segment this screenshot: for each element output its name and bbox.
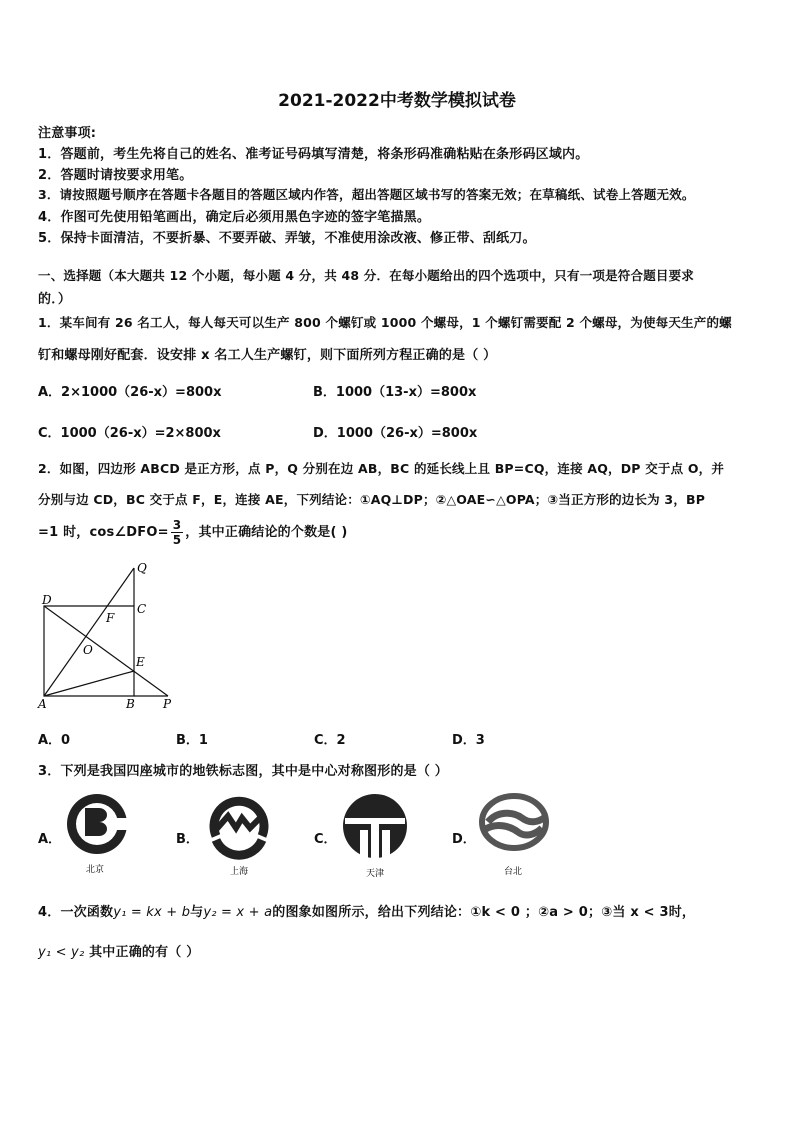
q2-option-d: D．3 bbox=[452, 733, 485, 748]
question-3-text: 3．下列是我国四座城市的地铁标志图，其中是中心对称图形的是（ ） bbox=[38, 764, 448, 779]
q4-line1-pre: 4．一次函数 bbox=[38, 905, 114, 920]
equation-y1: y₁ = kx + b bbox=[113, 905, 191, 920]
q2-option-b: B．1 bbox=[176, 733, 208, 748]
shanghai-metro-logo bbox=[202, 788, 277, 878]
notice-item: 2．答题时请按要求用笔。 bbox=[38, 168, 193, 183]
label-e: E bbox=[136, 655, 145, 669]
label-p: P bbox=[163, 697, 172, 710]
taipei-metro-logo bbox=[474, 788, 554, 878]
question-2-text-cont: 分别与边 CD，BC 交于点 F，E，连接 AE，下列结论：①AQ⊥DP；②△OAE∽△OPA；③当正方形的边长为 3，BP bbox=[38, 492, 706, 507]
label-d: D bbox=[42, 593, 52, 607]
q4-line2-post: 其中正确的有（ ） bbox=[89, 945, 200, 960]
square-figure bbox=[30, 560, 210, 710]
notice-item: 1．答题前，考生先将自己的姓名、准考证号码填写清楚，将条形码准确粘贴在条形码区域内。 bbox=[38, 147, 589, 162]
notice-heading: 注意事项: bbox=[38, 126, 97, 141]
label-o: O bbox=[83, 643, 93, 657]
question-1-text-cont: 钉和螺母刚好配套．设安排 x 名工人生产螺钉，则下面所列方程正确的是（ ） bbox=[38, 348, 497, 363]
question-2-text-cont2 bbox=[38, 518, 348, 547]
q1-option-a: A．2×1000（26-x）=800x bbox=[38, 385, 222, 400]
city-label-tianjin: 天津 bbox=[366, 869, 385, 878]
city-label-beijing: 北京 bbox=[86, 865, 105, 875]
city-label-shanghai: 上海 bbox=[230, 867, 249, 877]
logo-m-shape bbox=[214, 814, 264, 832]
notice-item: 5．保持卡面清洁，不要折暴、不要弄破、弄皱，不准使用涂改液、修正带、刮纸刀。 bbox=[38, 231, 536, 246]
q2-line3-post: ，其中正确结论的个数是( ) bbox=[185, 525, 348, 540]
q2-line3-pre: =1 时，cos∠DFO= bbox=[38, 525, 169, 540]
question-4-text-cont bbox=[38, 941, 199, 960]
q2-option-a: A．0 bbox=[38, 733, 71, 748]
fraction-numerator: 3 bbox=[172, 518, 182, 532]
q1-option-d: D．1000（26-x）=800x bbox=[313, 426, 478, 441]
beijing-metro-logo bbox=[62, 788, 132, 878]
fraction bbox=[171, 518, 184, 547]
question-4-text bbox=[38, 901, 695, 920]
equation-y2: y₂ = x + a bbox=[203, 905, 273, 920]
q3-option-b: B． bbox=[176, 832, 199, 847]
q4-line1-post: 的图象如图所示，给出下列结论：①k < 0 ；②a > 0；③当 x < 3时， bbox=[272, 905, 696, 920]
label-b: B bbox=[126, 697, 135, 710]
q1-option-c: C．1000（26-x）=2×800x bbox=[38, 426, 221, 441]
line-ae bbox=[44, 671, 134, 696]
q3-option-c: C． bbox=[314, 832, 337, 847]
label-f: F bbox=[106, 611, 115, 625]
tianjin-metro-logo bbox=[338, 788, 413, 878]
q1-option-b: B．1000（13-x）=800x bbox=[313, 385, 477, 400]
label-a: A bbox=[38, 697, 47, 710]
q2-option-c: C．2 bbox=[314, 733, 346, 748]
city-label-taipei: 台北 bbox=[504, 867, 523, 877]
label-c: C bbox=[137, 602, 147, 616]
q3-option-a: A． bbox=[38, 832, 62, 847]
notice-item: 3．请按照题号顺序在答题卡各题目的答题区域内作答，超出答题区域书写的答案无效；在草稿纸、试卷上答题无效。 bbox=[38, 187, 695, 202]
section-heading: 一、选择题（本大题共 12 个小题，每小题 4 分，共 48 分．在每小题给出的四个选项中，只有一项是符合题目要求 bbox=[38, 268, 695, 283]
notice-item: 4．作图可先使用铅笔画出，确定后必须用黑色字迹的签字笔描黑。 bbox=[38, 210, 431, 225]
section-heading-cont: 的．） bbox=[38, 292, 72, 307]
fraction-denominator: 5 bbox=[172, 533, 182, 547]
label-q: Q bbox=[137, 561, 147, 575]
inequality-y1-y2: y₁ < y₂ bbox=[38, 945, 85, 960]
question-1-text: 1．某车间有 26 名工人，每人每天可以生产 800 个螺钉或 1000 个螺母，1 个螺钉需要配 2 个螺母，为使每天生产的螺 bbox=[38, 315, 732, 330]
line-aq bbox=[44, 568, 134, 696]
page-title: 2021-2022中考数学模拟试卷 bbox=[278, 91, 516, 111]
q4-mid: 与 bbox=[190, 905, 204, 920]
question-2-text: 2．如图，四边形 ABCD 是正方形，点 P，Q 分别在边 AB，BC 的延长线上且 BP=CQ，连接 AQ，DP 交于点 O，并 bbox=[38, 461, 725, 476]
q3-option-d: D． bbox=[452, 832, 476, 847]
